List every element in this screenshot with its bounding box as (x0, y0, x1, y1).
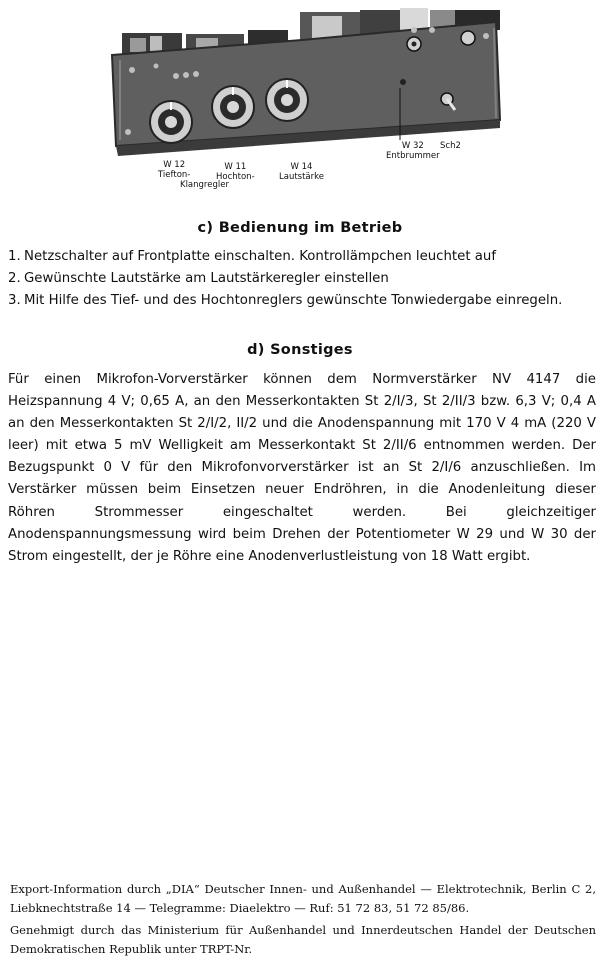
knob-w11 (212, 86, 254, 128)
section-c-heading: c) Bedienung im Betrieb (197, 220, 403, 236)
label-w11 (216, 162, 255, 182)
misc-paragraph: Für einen Mikrofon-Vorverstärker können dem Normverstärker NV 4147 die Heizspannung 4 V; 0,65 A, an den Messerkontakten St 2/I/3, St 2/II/3 bzw. 6,3 V; 0,4 A an den Messerkontakten St 2/I/2, II/2 und die Anodenspannung mit 170 V 4 mA (220 V leer) mit etwa 5 mV Welligkeit am Messerkontakt St 2/II/6 entnommen werden. Der Bezugspunkt 0 V für den Mikrofonvorverstärker ist an St 2/I/6 anzuschließen. Im Verstärker müssen beim Einsetzen neuer Endröhren, in die Anodenleitung dieser Röhren Strommesser eingeschaltet werden. Bei gleichzeitiger Anodenspannungsmessung wird beim Drehen der Potentiometer W 29 und W 30 der Strom eingestellt, der je Röhre eine Anodenverlustleistung von 18 Watt ergibt. (8, 372, 596, 564)
list-item: 2. Gewünschte Lautstärke am Lautstärkeregler einstellen (8, 271, 389, 286)
label-sch2: Sch2 (440, 141, 461, 151)
footer-export-info: Export-Information durch „DIA“ Deutscher Innen- und Außenhandel — Elektrotechnik, Berlin C 2, Liebknechtstraße 14 — Telegramme: Diaelektro — Ruf: 51 72 83, 51 72 85/86. (10, 882, 596, 915)
label-w11-code: W 11 (224, 162, 247, 172)
section-d-heading: d) Sonstiges (247, 342, 353, 358)
list-item: 1. Netzschalter auf Frontplatte einschalten. Kontrollämpchen leuchtet auf (8, 249, 497, 264)
label-w11-line1: Hochton- (216, 172, 255, 182)
footer (10, 880, 596, 959)
label-w32-code: W 32 (401, 141, 424, 151)
label-w14-line1: Lautstärke (279, 172, 324, 182)
operation-steps-list (0, 246, 596, 312)
footer-approval: Genehmigt durch das Ministerium für Außenhandel und Innerdeutschen Handel der Deutschen Demokratischen Republik unter TRPT-Nr. (10, 923, 596, 956)
label-w14-code: W 14 (290, 162, 313, 172)
label-w12 (158, 160, 190, 180)
label-w12-code: W 12 (163, 160, 186, 170)
knob-w14 (266, 79, 308, 121)
label-w12-line1: Tiefton- (158, 170, 191, 180)
label-w32-line1: Entbrummer (386, 151, 440, 161)
label-w14 (279, 162, 324, 182)
list-item: 3. Mit Hilfe des Tief- und des Hochtonreglers gewünschte Tonwiedergabe einregeln. (8, 293, 563, 308)
knob-w12 (150, 101, 192, 143)
label-w32 (386, 141, 440, 161)
label-w12-line2: Klangregler (180, 180, 229, 190)
